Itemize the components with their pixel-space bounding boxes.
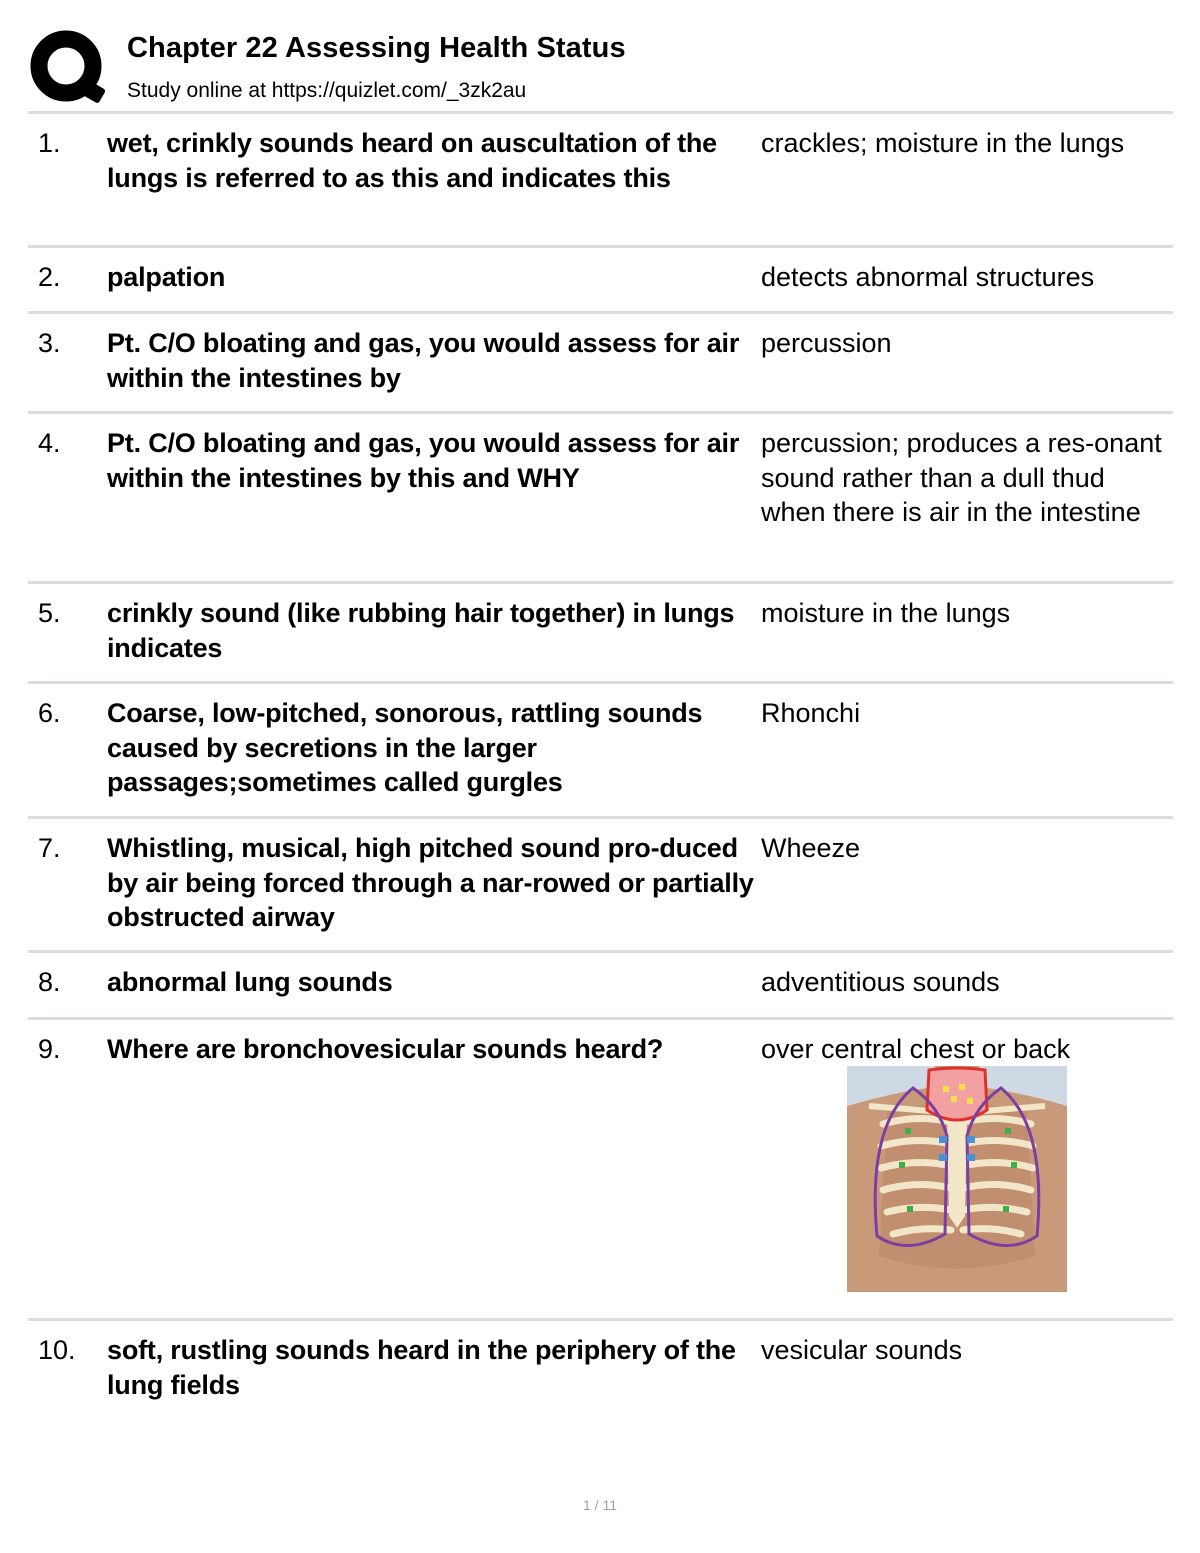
card-number: 6. [38, 698, 61, 728]
card-definition: Rhonchi [761, 698, 861, 728]
card-term: crinkly sound (like rubbing hair together) in lungs indicates [107, 598, 735, 663]
divider [28, 1318, 1173, 1321]
quizlet-logo-icon [30, 30, 106, 106]
card-number: 10. [38, 1335, 76, 1365]
divider [28, 311, 1173, 314]
card-definition: percussion [761, 328, 892, 358]
card-term: soft, rustling sounds heard in the periphery of the lung fields [107, 1335, 736, 1400]
card-definition: Wheeze [761, 833, 861, 863]
card-definition: moisture in the lungs [761, 598, 1011, 628]
page-number: 1 / 11 [583, 1497, 617, 1513]
card-number: 4. [38, 428, 61, 458]
card-definition: percussion; produces a res-onant sound rather than a dull thud when there is air in the intestine [761, 428, 1162, 527]
divider [28, 681, 1173, 684]
card-definition: over central chest or back [761, 1034, 1071, 1064]
card-number: 7. [38, 833, 61, 863]
divider [28, 950, 1173, 953]
card-term: abnormal lung sounds [107, 967, 393, 997]
card-term: Coarse, low-pitched, sonorous, rattling sounds caused by secretions in the larger passages;sometimes called gurgles [107, 698, 703, 797]
card-definition: crackles; moisture in the lungs [761, 128, 1125, 158]
card-term: Pt. C/O bloating and gas, you would assess for air within the intestines by this and WHY [107, 428, 740, 493]
card-number: 3. [38, 328, 61, 358]
card-term: Pt. C/O bloating and gas, you would assess for air within the intestines by [107, 328, 740, 393]
card-definition: detects abnormal structures [761, 262, 1095, 292]
card-number: 9. [38, 1034, 61, 1064]
study-link[interactable]: Study online at https://quizlet.com/_3zk2au [127, 79, 527, 102]
divider [28, 581, 1173, 584]
card-definition: adventitious sounds [761, 967, 1000, 997]
divider [28, 245, 1173, 248]
chest-auscultation-diagram [847, 1066, 1067, 1292]
card-term: wet, crinkly sounds heard on auscultation of the lungs is referred to as this and indicates this [107, 128, 717, 193]
divider [28, 111, 1173, 114]
page-title: Chapter 22 Assessing Health Status [127, 32, 626, 64]
card-term: Whistling, musical, high pitched sound pro-duced by air being forced through a nar-rowed or partially obstructed airway [107, 833, 754, 932]
card-number: 1. [38, 128, 61, 158]
card-number: 5. [38, 598, 61, 628]
card-term: Where are bronchovesicular sounds heard? [107, 1034, 664, 1064]
card-term: palpation [107, 262, 226, 292]
divider [28, 411, 1173, 414]
divider [28, 1017, 1173, 1020]
card-definition: vesicular sounds [761, 1335, 963, 1365]
divider [28, 816, 1173, 819]
card-number: 8. [38, 967, 61, 997]
card-number: 2. [38, 262, 61, 292]
